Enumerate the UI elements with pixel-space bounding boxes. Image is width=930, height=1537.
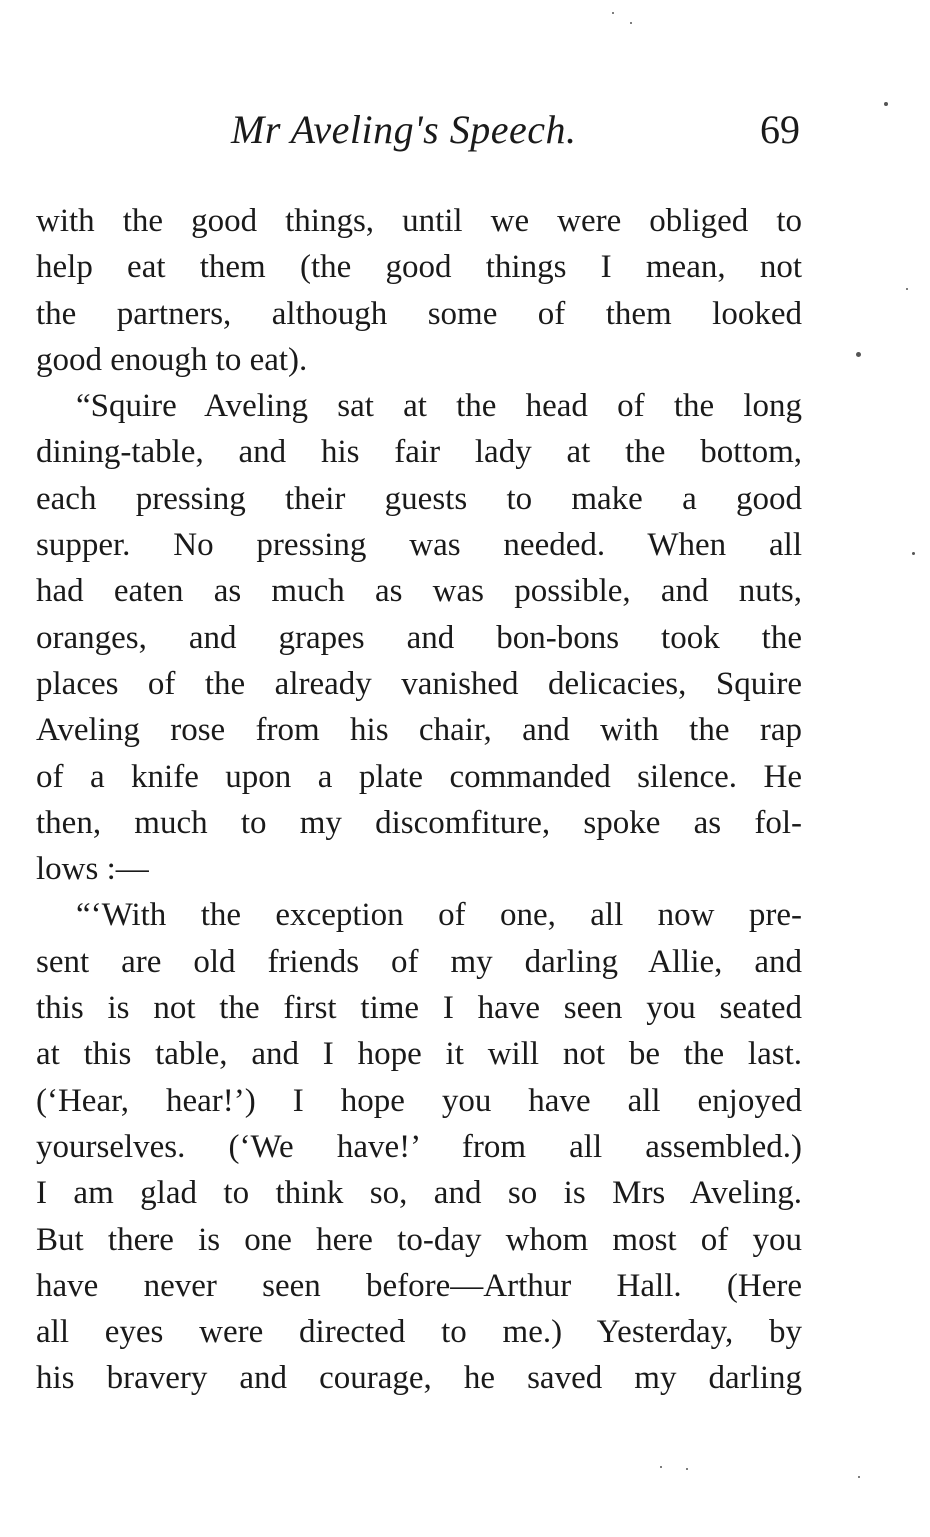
scan-speck (906, 288, 908, 290)
text-line: lows :— (36, 851, 149, 888)
text-line: sent are old friends of my darling Allie, and (36, 943, 802, 980)
text-line: dining-table, and his fair lady at the bottom, (36, 434, 802, 471)
text-line: then, much to my discomfiture, spoke as fol- (36, 804, 802, 841)
running-title: Mr Aveling's Speech. (231, 107, 577, 152)
scan-speck (660, 1466, 662, 1468)
scan-speck (856, 352, 861, 357)
text-line: help eat them (the good things I mean, not (36, 249, 802, 286)
text-line: this is not the first time I have seen you seated (36, 990, 802, 1027)
text-line: each pressing their guests to make a good (36, 480, 802, 517)
scan-speck (912, 552, 915, 555)
text-line: his bravery and courage, he saved my darling (36, 1360, 802, 1397)
text-line: had eaten as much as was possible, and nuts, (36, 573, 802, 610)
body-text (36, 198, 802, 1402)
text-line: But there is one here to-day whom most of you (36, 1221, 802, 1258)
text-line: I am glad to think so, and so is Mrs Aveling. (36, 1175, 802, 1212)
scan-speck (686, 1468, 688, 1470)
text-line: have never seen before—Arthur Hall. (Here (36, 1267, 802, 1304)
text-line: (‘Hear, hear!’) I hope you have all enjoyed (36, 1082, 802, 1119)
text-line: oranges, and grapes and bon-bons took the (36, 619, 802, 656)
scan-speck (612, 12, 614, 14)
text-line: good enough to eat). (36, 341, 308, 378)
text-line: of a knife upon a plate commanded silence. He (36, 758, 802, 795)
text-line: the partners, although some of them looked (36, 295, 802, 332)
scan-speck (630, 22, 632, 24)
scan-speck (858, 1476, 860, 1478)
text-line: at this table, and I hope it will not be the last. (36, 1036, 802, 1073)
text-line: Aveling rose from his chair, and with the rap (36, 712, 802, 749)
running-head (36, 100, 804, 160)
text-line: supper. No pressing was needed. When all (36, 527, 802, 564)
text-line: “‘With the exception of one, all now pre- (76, 897, 802, 934)
text-line: yourselves. (‘We have!’ from all assembled.) (36, 1128, 802, 1165)
text-line: “Squire Aveling sat at the head of the long (76, 388, 802, 425)
text-line: all eyes were directed to me.) Yesterday, by (36, 1314, 802, 1351)
page-number: 69 (760, 107, 800, 152)
text-line: places of the already vanished delicacies, Squire (36, 665, 802, 702)
text-line: with the good things, until we were obliged to (36, 203, 802, 239)
scan-speck (884, 102, 888, 106)
